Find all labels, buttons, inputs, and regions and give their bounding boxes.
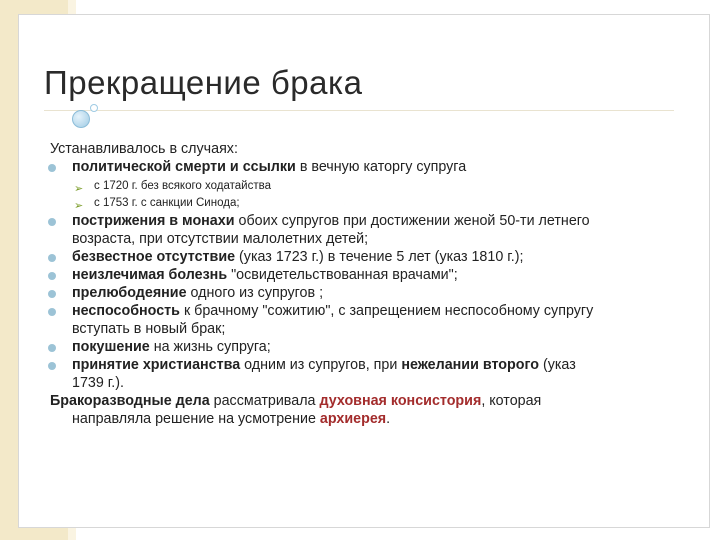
item-keyword-secondary: нежелании второго bbox=[401, 357, 539, 373]
item-keyword: прелюбодеяние bbox=[72, 285, 187, 301]
closing-paragraph bbox=[50, 392, 690, 428]
bullet-icon bbox=[48, 218, 56, 226]
item-keyword: неспособность bbox=[72, 303, 180, 319]
title-divider bbox=[44, 110, 674, 111]
list-item bbox=[50, 284, 690, 302]
bullet-icon bbox=[48, 164, 56, 172]
item-text-continued: возраста, при отсутствии малолетних детей; bbox=[72, 231, 369, 247]
item-text-continued: вступать в новый брак; bbox=[72, 321, 226, 337]
bullet-icon bbox=[48, 344, 56, 352]
item-text: (указ 1723 г.) в течение 5 лет (указ 1810 г.); bbox=[235, 249, 524, 265]
sub-item-text: с 1753 г. с санкции Синода; bbox=[94, 197, 240, 209]
sub-list-item bbox=[50, 195, 690, 212]
list-item bbox=[50, 338, 690, 356]
item-text: одним из супругов, при bbox=[240, 357, 402, 373]
item-keyword: пострижения в монахи bbox=[72, 213, 235, 229]
list-item bbox=[50, 158, 690, 176]
closing-text-continued: направляла решение на усмотрение bbox=[72, 411, 320, 427]
decorative-small-circle-icon bbox=[90, 104, 98, 112]
closing-text: рассматривала bbox=[209, 393, 320, 409]
item-text-continued: 1739 г.). bbox=[72, 375, 124, 391]
list-item bbox=[50, 248, 690, 266]
closing-accent-bishop: архиерея bbox=[319, 411, 387, 427]
list-item bbox=[50, 212, 690, 248]
list-item bbox=[50, 266, 690, 284]
slide-title: Прекращение брака bbox=[44, 64, 363, 101]
arrow-bullet-icon: ➢ bbox=[74, 183, 84, 195]
bullet-icon bbox=[48, 272, 56, 280]
sub-item-text: с 1720 г. без всякого ходатайства bbox=[94, 180, 271, 192]
item-text: одного из супругов ; bbox=[186, 285, 324, 301]
item-keyword: принятие христианства bbox=[72, 357, 241, 373]
closing-keyword: Бракоразводные дела bbox=[50, 393, 210, 409]
bullet-icon bbox=[48, 254, 56, 262]
item-text: к брачному "сожитию", с запрещением неспособному супругу bbox=[179, 303, 594, 319]
item-text: в вечную каторгу супруга bbox=[295, 159, 467, 175]
closing-text: , которая bbox=[481, 393, 542, 409]
arrow-bullet-icon: ➢ bbox=[74, 200, 84, 212]
item-keyword: безвестное отсутствие bbox=[72, 249, 236, 265]
bullet-icon bbox=[48, 308, 56, 316]
intro-text: Устанавливалось в случаях: bbox=[50, 141, 238, 157]
item-keyword: неизлечимая болезнь bbox=[72, 267, 228, 283]
slide-content bbox=[50, 140, 690, 428]
bullet-icon bbox=[48, 290, 56, 298]
item-text: "освидетельствованная врачами"; bbox=[227, 267, 458, 283]
item-text: обоих супругов при достижении женой 50-ти летнего bbox=[234, 213, 590, 229]
list-item bbox=[50, 302, 690, 338]
decorative-circle-icon bbox=[72, 110, 90, 128]
item-text-tail: (указ bbox=[538, 357, 576, 373]
item-keyword: покушение bbox=[72, 339, 150, 355]
item-text: на жизнь супруга; bbox=[149, 339, 271, 355]
sub-list-item bbox=[50, 178, 690, 195]
item-keyword: политической смерти и ссылки bbox=[72, 159, 296, 175]
bullet-icon bbox=[48, 362, 56, 370]
closing-accent-consistory: духовная консистория bbox=[319, 393, 482, 409]
list-item bbox=[50, 356, 690, 392]
closing-end: . bbox=[386, 411, 391, 427]
